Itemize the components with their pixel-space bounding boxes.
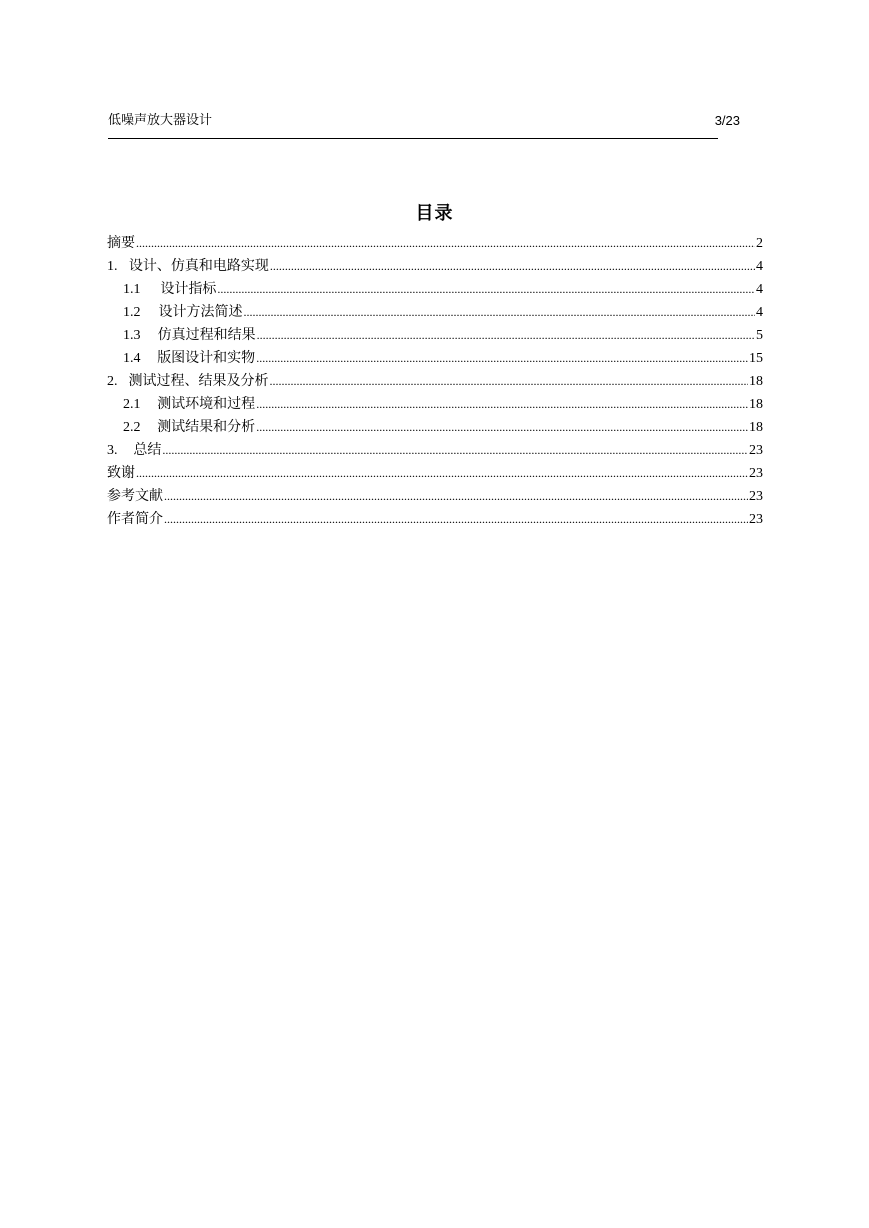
toc-entry-number: 1.4 bbox=[123, 351, 141, 366]
toc-entry-page: 4 bbox=[756, 305, 763, 320]
toc-entry-number: 2.1 bbox=[123, 397, 141, 412]
toc-entry-section-2-1[interactable] bbox=[107, 393, 763, 416]
toc-entry-label: 设计、仿真和电路实现 bbox=[128, 258, 269, 274]
toc-entry-chapter-2[interactable] bbox=[107, 370, 763, 393]
toc-entry-label: 测试过程、结果及分析 bbox=[128, 373, 269, 389]
toc-dot-leader bbox=[270, 255, 755, 278]
toc-entry-page: 4 bbox=[756, 259, 763, 274]
toc-entry-number: 1. bbox=[107, 259, 118, 274]
toc-dot-leader bbox=[164, 485, 748, 508]
toc-dot-leader bbox=[256, 393, 748, 416]
toc-entry-chapter-1[interactable] bbox=[107, 255, 763, 278]
toc-entry-page: 5 bbox=[756, 328, 763, 343]
toc-entry-page: 23 bbox=[749, 443, 763, 458]
toc-dot-leader bbox=[136, 462, 748, 485]
toc-entry-label: 设计方法简述 bbox=[158, 304, 243, 320]
toc-entry-label: 设计指标 bbox=[160, 281, 217, 297]
toc-dot-leader bbox=[164, 508, 748, 531]
toc-dot-leader bbox=[256, 347, 748, 370]
page-header bbox=[108, 112, 740, 134]
toc-entry-label: 总结 bbox=[133, 442, 162, 458]
toc-entry-page: 23 bbox=[749, 466, 763, 481]
toc-entry-label: 版图设计和实物 bbox=[157, 350, 256, 366]
toc-entry-label: 参考文献 bbox=[107, 488, 163, 504]
toc-dot-leader bbox=[162, 439, 748, 462]
toc-entry-number: 2. bbox=[107, 374, 118, 389]
toc-entry-page: 18 bbox=[749, 397, 763, 412]
toc-entry-section-1-4[interactable] bbox=[107, 347, 763, 370]
toc-dot-leader bbox=[257, 324, 755, 347]
toc-entry-section-1-2[interactable] bbox=[107, 301, 763, 324]
toc-entry-section-1-3[interactable] bbox=[107, 324, 763, 347]
toc-dot-leader bbox=[217, 278, 755, 301]
page-indicator: 3/23 bbox=[714, 113, 740, 128]
toc-entry-label: 测试环境和过程 bbox=[157, 396, 256, 412]
document-title: 低噪声放大器设计 bbox=[108, 113, 213, 128]
toc-dot-leader bbox=[270, 370, 748, 393]
toc-entry-label: 仿真过程和结果 bbox=[157, 327, 256, 343]
toc-entry-label: 作者简介 bbox=[107, 511, 163, 527]
toc-entry-abstract[interactable] bbox=[107, 232, 763, 255]
header-divider bbox=[108, 138, 718, 139]
toc-entry-page: 2 bbox=[756, 236, 763, 251]
toc-entry-number: 3. bbox=[107, 443, 118, 458]
toc-entry-section-2-2[interactable] bbox=[107, 416, 763, 439]
toc-entry-page: 23 bbox=[749, 512, 763, 527]
toc-entry-page: 4 bbox=[756, 282, 763, 297]
toc-dot-leader bbox=[244, 301, 755, 324]
toc-entry-label: 致谢 bbox=[107, 465, 135, 481]
toc-entry-label: 测试结果和分析 bbox=[157, 419, 256, 435]
toc-entry-chapter-3[interactable] bbox=[107, 439, 763, 462]
toc-entry-author-bio[interactable] bbox=[107, 508, 763, 531]
toc-dot-leader bbox=[136, 232, 755, 255]
toc-entry-page: 18 bbox=[749, 374, 763, 389]
toc-entry-number: 1.3 bbox=[123, 328, 141, 343]
toc-entry-number: 2.2 bbox=[123, 420, 141, 435]
toc-heading: 目录 bbox=[415, 203, 454, 224]
toc-entry-number: 1.2 bbox=[123, 305, 141, 320]
toc-entry-page: 18 bbox=[749, 420, 763, 435]
toc-entry-acknowledgements[interactable] bbox=[107, 462, 763, 485]
toc-dot-leader bbox=[256, 416, 748, 439]
toc-entry-references[interactable] bbox=[107, 485, 763, 508]
table-of-contents bbox=[107, 232, 763, 531]
toc-entry-label: 摘要 bbox=[107, 235, 135, 251]
toc-entry-number: 1.1 bbox=[123, 282, 141, 297]
toc-entry-section-1-1[interactable] bbox=[107, 278, 763, 301]
toc-entry-page: 15 bbox=[749, 351, 763, 366]
toc-entry-page: 23 bbox=[749, 489, 763, 504]
